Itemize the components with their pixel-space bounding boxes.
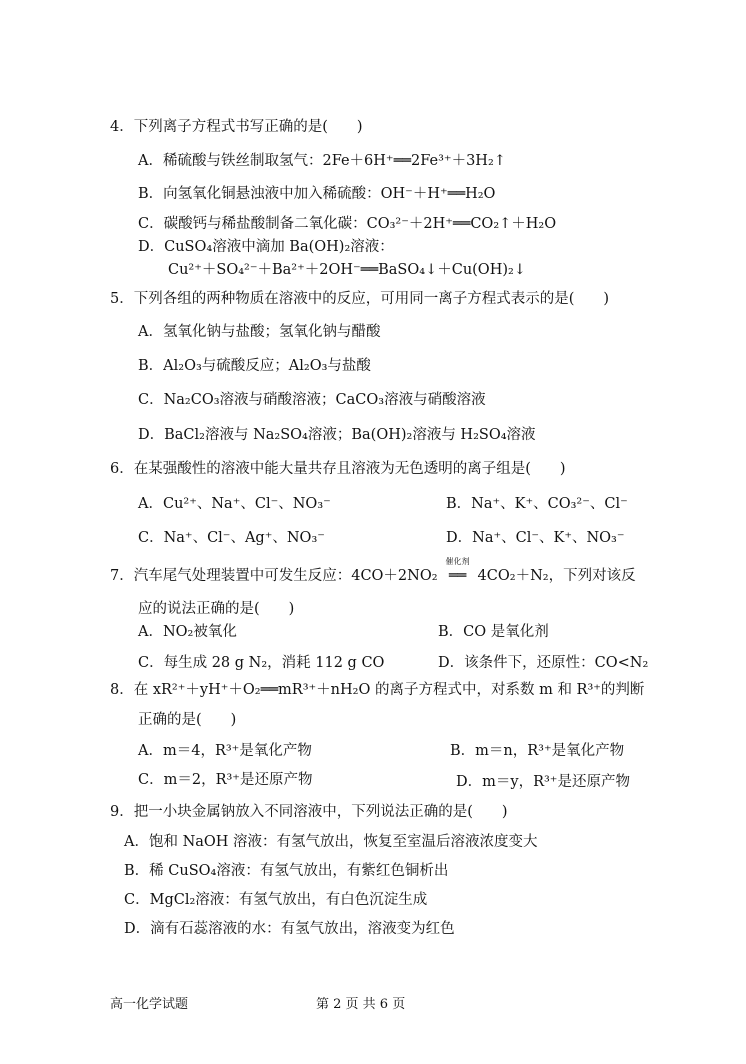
q7-reaction-arrow: 催化剂 ══	[438, 566, 478, 586]
q7-option-c: C．每生成 28 g N₂，消耗 112 g CO	[138, 655, 385, 671]
q7-option-a: A．NO₂被氧化	[138, 624, 237, 640]
q5-stem: 5．下列各组的两种物质在溶液中的反应，可用同一离子方程式表示的是( )	[110, 291, 610, 307]
q7-stem-left: 7．汽车尾气处理装置中可发生反应：4CO＋2NO₂	[110, 568, 438, 584]
q4-option-c: C．碳酸钙与稀盐酸制备二氧化碳：CO₃²⁻＋2H⁺══CO₂↑＋H₂O	[138, 216, 557, 232]
q6-option-c: C．Na⁺、Cl⁻、Ag⁺、NO₃⁻	[138, 530, 325, 546]
q8-option-a: A．m＝4，R³⁺是氧化产物	[138, 743, 312, 759]
q5-option-a: A．氢氧化钠与盐酸；氢氧化钠与醋酸	[138, 324, 381, 340]
q4-option-d: D．CuSO₄溶液中滴加 Ba(OH)₂溶液：	[138, 239, 394, 255]
q8-option-d: D．m＝y，R³⁺是还原产物	[456, 774, 630, 790]
q8-option-b: B．m＝n，R³⁺是氧化产物	[450, 743, 625, 759]
q9-option-c: C．MgCl₂溶液：有氢气放出，有白色沉淀生成	[124, 892, 428, 908]
q9-stem: 9．把一小块金属钠放入不同溶液中，下列说法正确的是( )	[110, 804, 508, 820]
q7-stem-cont: 应的说法正确的是( )	[138, 601, 295, 617]
q8-option-c: C．m＝2，R³⁺是还原产物	[138, 772, 313, 788]
q4-stem: 4．下列离子方程式书写正确的是( )	[110, 119, 363, 135]
q6-option-b: B．Na⁺、K⁺、CO₃²⁻、Cl⁻	[446, 496, 628, 512]
q7-stem-right: 4CO₂＋N₂，下列对该反	[477, 568, 636, 584]
q5-option-d: D．BaCl₂溶液与 Na₂SO₄溶液；Ba(OH)₂溶液与 H₂SO₄溶液	[138, 427, 536, 443]
q9-option-b: B．稀 CuSO₄溶液：有氢气放出，有紫红色铜析出	[124, 863, 449, 879]
q8-stem: 8．在 xR²⁺＋yH⁺＋O₂══mR³⁺＋nH₂O 的离子方程式中，对系数 m 和 R³⁺的判断	[110, 682, 645, 698]
q7-stem	[110, 557, 636, 586]
footer-page-number: 第 2 页 共 6 页	[316, 997, 406, 1012]
footer-subject: 高一化学试题	[110, 997, 189, 1012]
q6-option-d: D．Na⁺、Cl⁻、K⁺、NO₃⁻	[446, 530, 625, 546]
q7-option-b: B．CO 是氧化剂	[438, 624, 549, 640]
q4-option-a: A．稀硫酸与铁丝制取氢气：2Fe＋6H⁺══2Fe³⁺＋3H₂↑	[138, 153, 506, 169]
q6-option-a: A．Cu²⁺、Na⁺、Cl⁻、NO₃⁻	[138, 496, 331, 512]
q4-option-d-equation: Cu²⁺＋SO₄²⁻＋Ba²⁺＋2OH⁻══BaSO₄↓＋Cu(OH)₂↓	[168, 262, 526, 278]
q7-option-d: D．该条件下，还原性：CO<N₂	[438, 655, 649, 671]
q6-stem: 6．在某强酸性的溶液中能大量共存且溶液为无色透明的离子组是( )	[110, 461, 566, 477]
q4-option-b: B．向氢氧化铜悬浊液中加入稀硫酸：OH⁻＋H⁺══H₂O	[138, 186, 496, 202]
q5-option-c: C．Na₂CO₃溶液与硝酸溶液；CaCO₃溶液与硝酸溶液	[138, 392, 486, 408]
q7-catalyst-label: 催化剂	[445, 557, 470, 566]
q8-stem-cont: 正确的是( )	[138, 712, 237, 728]
q5-option-b: B．Al₂O₃与硫酸反应；Al₂O₃与盐酸	[138, 358, 371, 374]
q9-option-d: D．滴有石蕊溶液的水：有氢气放出，溶液变为红色	[124, 921, 455, 937]
q9-option-a: A．饱和 NaOH 溶液：有氢气放出，恢复至室温后溶液浓度变大	[124, 834, 538, 850]
